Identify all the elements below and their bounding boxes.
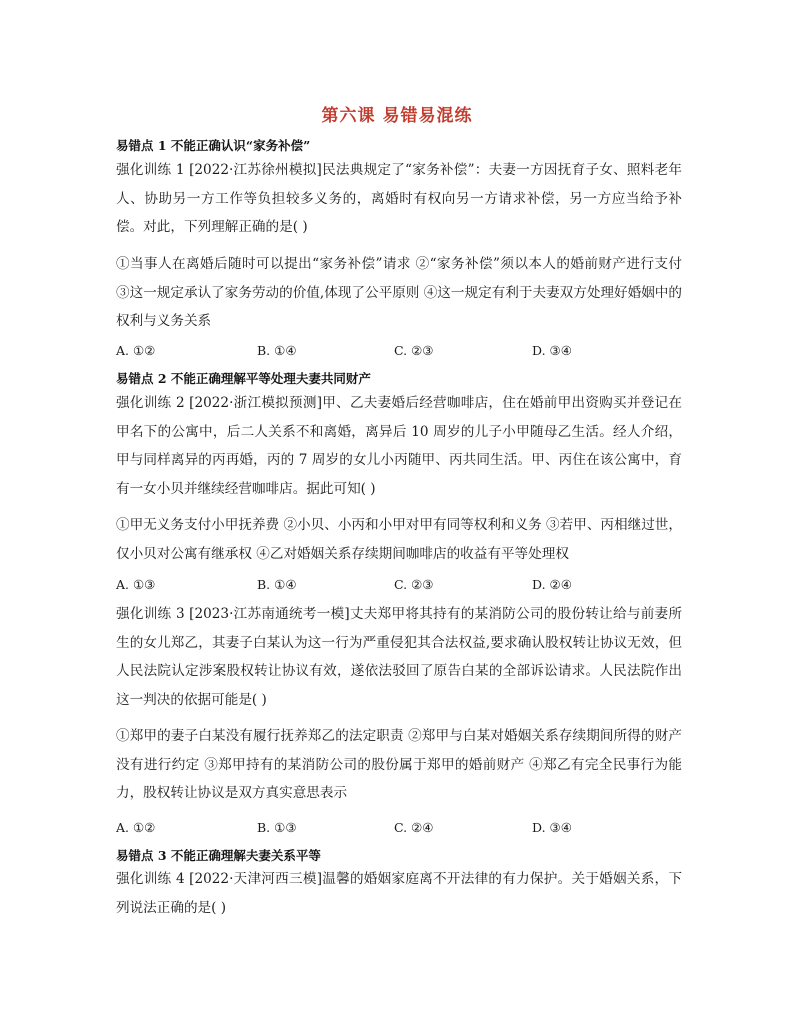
option-d[interactable]: D. ③④ <box>532 343 572 358</box>
section-heading-1: 易错点 1 不能正确认识“家务补偿” <box>116 138 311 153</box>
option-b[interactable]: B. ①④ <box>257 577 297 592</box>
question-2-stem: 强化训练 2 [2022·浙江模拟预测]甲、乙夫妻婚后经营咖啡店，住在婚前甲出资购买并登记在甲名下的公寓中，后二人关系不和离婚，离异后 10 周岁的儿子小甲随母乙生活。经人介绍，甲与同样离异的丙再婚，丙的 7 周岁的女儿小丙随甲、丙共同生活。甲、丙住在该公寓中，育有一女小贝并继续经营咖啡店。据此可知( ) <box>116 395 682 497</box>
section-heading-3: 易错点 3 不能正确理解夫妻关系平等 <box>116 848 321 863</box>
question-2-statements: ①甲无义务支付小甲抚养费 ②小贝、小丙和小甲对甲有同等权利和义务 ③若甲、丙相继过世，仅小贝对公寓有继承权 ④乙对婚姻关系存续期间咖啡店的收益有平等处理权 <box>116 517 682 562</box>
option-b[interactable]: B. ①④ <box>257 343 297 358</box>
question-2-options <box>116 577 682 597</box>
option-a[interactable]: A. ①② <box>116 820 156 835</box>
question-3-statements: ①郑甲的妻子白某没有履行抚养郑乙的法定职责 ②郑甲与白某对婚姻关系存续期间所得的财产没有进行约定 ③郑甲持有的某消防公司的股份属于郑甲的婚前财产 ④郑乙有完全民事行为能力，股权转让协议是双方真实意思表示 <box>116 728 682 801</box>
option-b[interactable]: B. ①③ <box>257 820 297 835</box>
option-d[interactable]: D. ③④ <box>532 820 572 835</box>
question-3-stem: 强化训练 3 [2023·江苏南通统考一模]丈夫郑甲将其持有的某消防公司的股份转让给与前妻所生的女儿郑乙，其妻子白某认为这一行为严重侵犯其合法权益,要求确认股权转让协议无效，但人民法院认定涉案股权转让协议有效，遂依法驳回了原告白某的全部诉讼请求。人民法院作出这一判决的依据可能是( ) <box>116 606 682 708</box>
option-c[interactable]: C. ②③ <box>394 577 434 592</box>
question-3-options <box>116 820 682 840</box>
question-4-stem: 强化训练 4 [2022·天津河西三模]温馨的婚姻家庭离不开法律的有力保护。关于婚姻关系，下列说法正确的是( ) <box>116 871 682 916</box>
option-c[interactable]: C. ②④ <box>394 820 434 835</box>
question-1-options <box>116 343 682 363</box>
section-heading-2: 易错点 2 不能正确理解平等处理夫妻共同财产 <box>116 371 371 386</box>
option-c[interactable]: C. ②③ <box>394 343 434 358</box>
option-a[interactable]: A. ①③ <box>116 577 156 592</box>
question-1-statements: ①当事人在离婚后随时可以提出“家务补偿”请求 ②“家务补偿”须以本人的婚前财产进行支付 ③这一规定承认了家务劳动的价值,体现了公平原则 ④这一规定有利于夫妻双方处理好婚姻中的权利与义务关系 <box>116 256 682 329</box>
option-d[interactable]: D. ②④ <box>532 577 572 592</box>
option-a[interactable]: A. ①② <box>116 343 156 358</box>
question-1-stem: 强化训练 1 [2022·江苏徐州模拟]民法典规定了“家务补偿”：夫妻一方因抚育子女、照料老年人、协助另一方工作等负担较多义务的，离婚时有权向另一方请求补偿，另一方应当给予补偿。对此，下列理解正确的是( ) <box>116 162 682 235</box>
page-title: 第六课 易错易混练 <box>321 106 473 126</box>
